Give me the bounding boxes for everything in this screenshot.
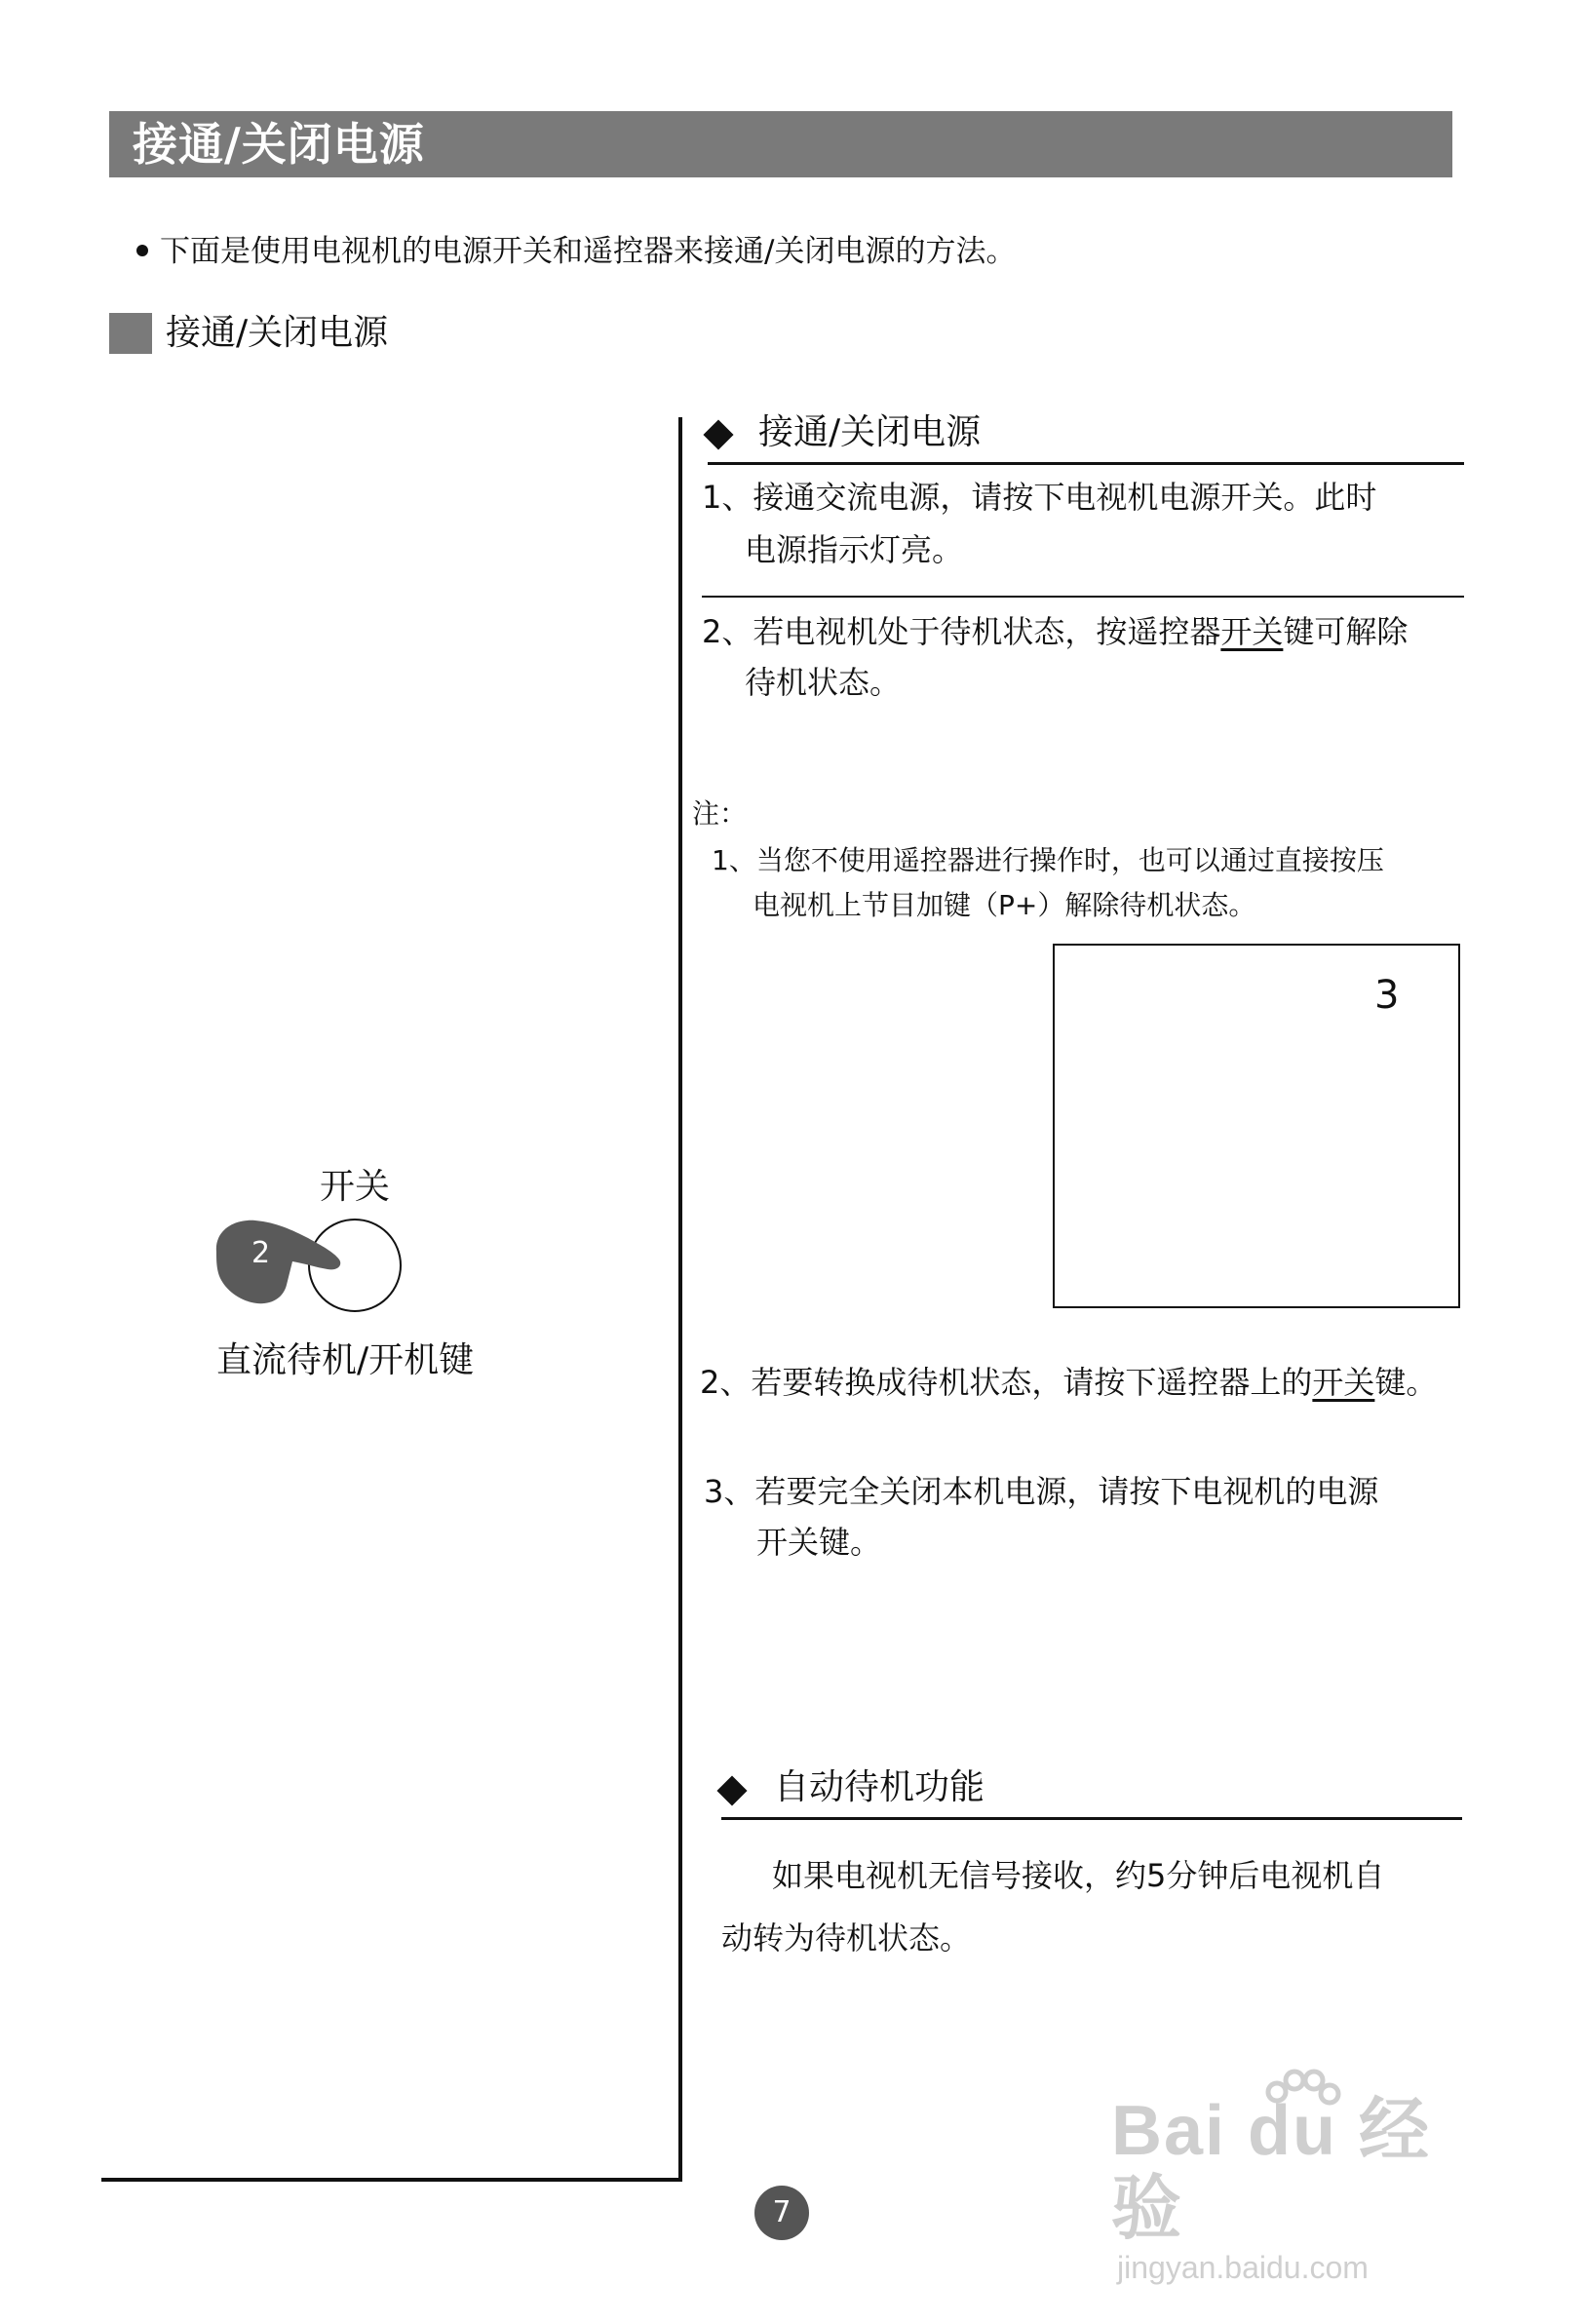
step1-line1: 1、接通交流电源，请按下电视机电源开关。此时 <box>702 479 1377 516</box>
step2-key: 开关 <box>1220 613 1284 650</box>
vertical-divider <box>678 417 682 2182</box>
intro-text <box>136 230 1016 273</box>
bottom-divider <box>101 2178 682 2182</box>
illustration-number: 3 <box>1374 973 1400 1018</box>
power-section-heading: 接通/关闭电源 <box>758 412 982 452</box>
step3-prefix: 2、若要转换成待机状态，请按下遥控器上的 <box>700 1364 1313 1401</box>
step3-line <box>700 1357 1437 1408</box>
step4-line1: 3、若要完全关闭本机电源，请按下电视机的电源 <box>704 1473 1379 1510</box>
heading-rule <box>708 462 1464 465</box>
hand-press-illustration <box>209 1209 413 1316</box>
standby-key-label: 直流待机/开机键 <box>216 1340 475 1380</box>
note1-line1: 1、当您不使用遥控器进行操作时，也可以通过直接按压 <box>712 844 1384 876</box>
section-square-icon <box>109 313 152 354</box>
note1-line2: 电视机上节目加键（P+）解除待机状态。 <box>753 889 1256 921</box>
watermark <box>1111 2092 1482 2285</box>
note-label: 注： <box>692 797 748 830</box>
auto-standby-line1: 如果电视机无信号接收，约5分钟后电视机自 <box>772 1857 1385 1894</box>
paw-icon <box>1257 2069 1345 2127</box>
auto-standby-line2: 动转为待机状态。 <box>721 1919 972 1956</box>
intro-label: 下面是使用电视机的电源开关和遥控器来接通/关闭电源的方法。 <box>160 234 1017 269</box>
step2-suffix: 键可解除 <box>1283 613 1409 650</box>
diamond-icon <box>703 419 733 449</box>
hand-number: 2 <box>251 1236 271 1270</box>
page-number: 7 <box>754 2186 809 2240</box>
auto-standby-heading: 自动待机功能 <box>774 1767 985 1807</box>
step2-prefix: 2、若电视机处于待机状态，按遥控器 <box>702 613 1221 650</box>
page-title: 接通/关闭电源 <box>109 111 1452 177</box>
diamond-icon <box>716 1775 747 1805</box>
step2-line1 <box>702 606 1408 657</box>
step-divider <box>702 596 1464 598</box>
step1-line2: 电源指示灯亮。 <box>745 531 964 568</box>
section-title: 接通/关闭电源 <box>166 313 389 353</box>
step2-line2: 待机状态。 <box>745 664 902 701</box>
switch-label: 开关 <box>320 1167 391 1207</box>
step4-line2: 开关键。 <box>756 1524 882 1561</box>
step3-key: 开关 <box>1312 1364 1375 1401</box>
step3-suffix: 键。 <box>1374 1364 1438 1401</box>
watermark-url: jingyan.baidu.com <box>1117 2250 1369 2285</box>
bullet-icon <box>136 245 148 256</box>
auto-heading-rule <box>721 1817 1462 1820</box>
watermark-brand: Bai du 经验 <box>1111 2092 1432 2248</box>
